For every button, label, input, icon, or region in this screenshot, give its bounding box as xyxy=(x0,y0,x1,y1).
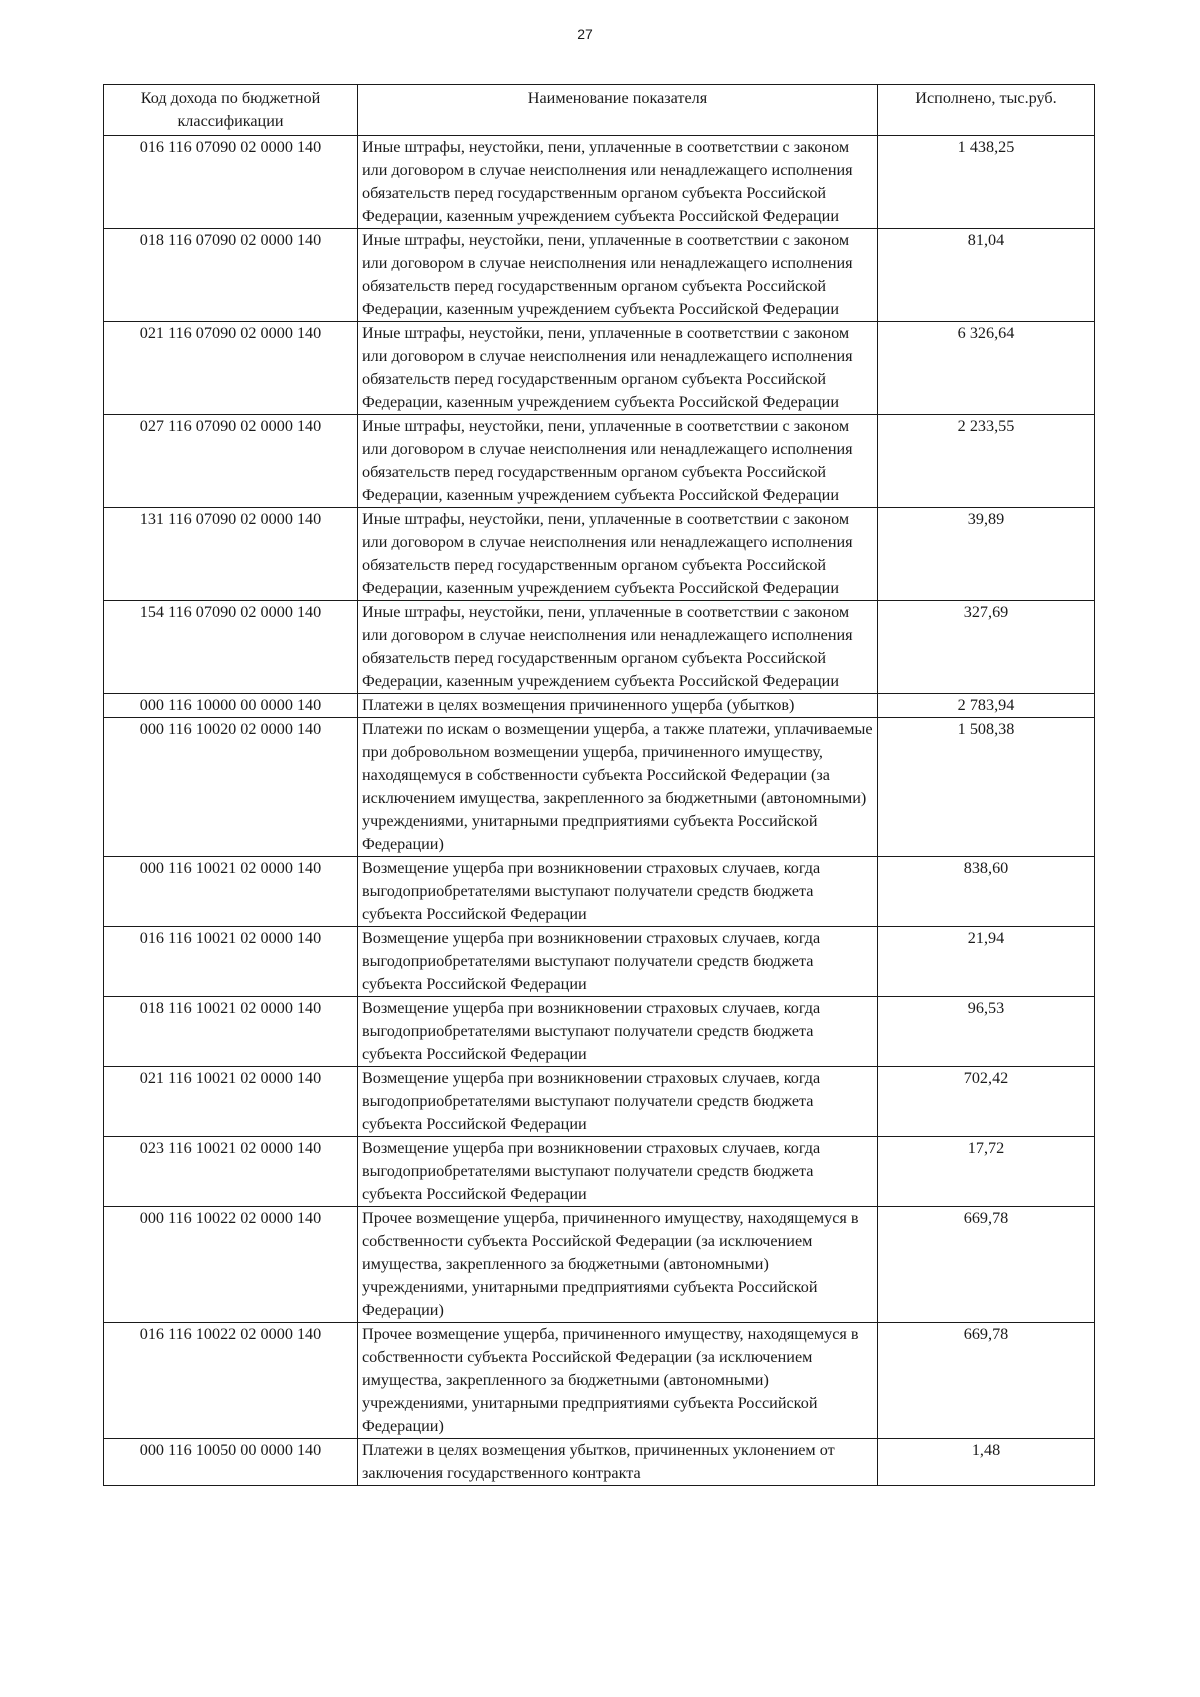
cell-value: 838,60 xyxy=(878,857,1095,927)
cell-code: 018 116 07090 02 0000 140 xyxy=(104,229,358,322)
cell-name: Иные штрафы, неустойки, пени, уплаченные в соответствии с законом или договором в случае неисполнения или ненадлежащего исполнения обязательств перед государственным органом субъекта Российской Федерации, казенным учреждением субъекта Российской Федерации xyxy=(358,601,878,694)
table-body xyxy=(104,136,1095,1486)
cell-code: 021 116 07090 02 0000 140 xyxy=(104,322,358,415)
revenue-table xyxy=(103,84,1095,1486)
cell-value: 1 438,25 xyxy=(878,136,1095,229)
cell-code: 016 116 07090 02 0000 140 xyxy=(104,136,358,229)
header-code: Код дохода по бюджетной классификации xyxy=(104,85,358,136)
table-row xyxy=(104,1439,1095,1486)
table-row xyxy=(104,1207,1095,1323)
cell-name: Возмещение ущерба при возникновении страховых случаев, когда выгодоприобретателями выступают получатели средств бюджета субъекта Российской Федерации xyxy=(358,1137,878,1207)
cell-value: 2 783,94 xyxy=(878,694,1095,718)
table-row xyxy=(104,694,1095,718)
cell-code: 000 116 10020 02 0000 140 xyxy=(104,718,358,857)
table-row xyxy=(104,508,1095,601)
cell-name: Возмещение ущерба при возникновении страховых случаев, когда выгодоприобретателями выступают получатели средств бюджета субъекта Российской Федерации xyxy=(358,927,878,997)
table-row xyxy=(104,136,1095,229)
table-row xyxy=(104,601,1095,694)
table-header xyxy=(104,85,1095,136)
cell-value: 669,78 xyxy=(878,1323,1095,1439)
cell-name: Платежи в целях возмещения убытков, причиненных уклонением от заключения государственного контракта xyxy=(358,1439,878,1486)
cell-value: 702,42 xyxy=(878,1067,1095,1137)
cell-code: 000 116 10000 00 0000 140 xyxy=(104,694,358,718)
page-number: 27 xyxy=(577,26,593,42)
cell-value: 6 326,64 xyxy=(878,322,1095,415)
cell-name: Возмещение ущерба при возникновении страховых случаев, когда выгодоприобретателями выступают получатели средств бюджета субъекта Российской Федерации xyxy=(358,997,878,1067)
cell-code: 016 116 10022 02 0000 140 xyxy=(104,1323,358,1439)
cell-value: 81,04 xyxy=(878,229,1095,322)
table-row xyxy=(104,1137,1095,1207)
table-row xyxy=(104,322,1095,415)
cell-name: Иные штрафы, неустойки, пени, уплаченные в соответствии с законом или договором в случае неисполнения или ненадлежащего исполнения обязательств перед государственным органом субъекта Российской Федерации, казенным учреждением субъекта Российской Федерации xyxy=(358,415,878,508)
cell-code: 023 116 10021 02 0000 140 xyxy=(104,1137,358,1207)
cell-value: 21,94 xyxy=(878,927,1095,997)
cell-name: Иные штрафы, неустойки, пени, уплаченные в соответствии с законом или договором в случае неисполнения или ненадлежащего исполнения обязательств перед государственным органом субъекта Российской Федерации, казенным учреждением субъекта Российской Федерации xyxy=(358,229,878,322)
cell-name: Прочее возмещение ущерба, причиненного имуществу, находящемуся в собственности субъекта Российской Федерации (за исключением имущества, закрепленного за бюджетными (автономными) учреждениями, унитарными предприятиями субъекта Российской Федерации) xyxy=(358,1323,878,1439)
table-row xyxy=(104,997,1095,1067)
cell-name: Иные штрафы, неустойки, пени, уплаченные в соответствии с законом или договором в случае неисполнения или ненадлежащего исполнения обязательств перед государственным органом субъекта Российской Федерации, казенным учреждением субъекта Российской Федерации xyxy=(358,136,878,229)
cell-name: Платежи в целях возмещения причиненного ущерба (убытков) xyxy=(358,694,878,718)
table-row xyxy=(104,718,1095,857)
cell-code: 016 116 10021 02 0000 140 xyxy=(104,927,358,997)
header-name: Наименование показателя xyxy=(358,85,878,136)
cell-value: 17,72 xyxy=(878,1137,1095,1207)
cell-value: 39,89 xyxy=(878,508,1095,601)
cell-name: Возмещение ущерба при возникновении страховых случаев, когда выгодоприобретателями выступают получатели средств бюджета субъекта Российской Федерации xyxy=(358,1067,878,1137)
cell-name: Прочее возмещение ущерба, причиненного имуществу, находящемуся в собственности субъекта Российской Федерации (за исключением имущества, закрепленного за бюджетными (автономными) учреждениями, унитарными предприятиями субъекта Российской Федерации) xyxy=(358,1207,878,1323)
cell-value: 669,78 xyxy=(878,1207,1095,1323)
header-row xyxy=(104,85,1095,136)
cell-value: 1,48 xyxy=(878,1439,1095,1486)
cell-code: 021 116 10021 02 0000 140 xyxy=(104,1067,358,1137)
cell-code: 131 116 07090 02 0000 140 xyxy=(104,508,358,601)
table-row xyxy=(104,1067,1095,1137)
cell-value: 2 233,55 xyxy=(878,415,1095,508)
cell-value: 96,53 xyxy=(878,997,1095,1067)
cell-value: 327,69 xyxy=(878,601,1095,694)
table-row xyxy=(104,415,1095,508)
cell-code: 000 116 10050 00 0000 140 xyxy=(104,1439,358,1486)
table-row xyxy=(104,927,1095,997)
cell-name: Платежи по искам о возмещении ущерба, а также платежи, уплачиваемые при добровольном возмещении ущерба, причиненного имуществу, находящемуся в собственности субъекта Российской Федерации (за исключением имущества, закрепленного за бюджетными (автономными) учреждениями, унитарными предприятиями субъекта Российской Федерации) xyxy=(358,718,878,857)
table-row xyxy=(104,229,1095,322)
table-row xyxy=(104,857,1095,927)
cell-name: Возмещение ущерба при возникновении страховых случаев, когда выгодоприобретателями выступают получатели средств бюджета субъекта Российской Федерации xyxy=(358,857,878,927)
cell-name: Иные штрафы, неустойки, пени, уплаченные в соответствии с законом или договором в случае неисполнения или ненадлежащего исполнения обязательств перед государственным органом субъекта Российской Федерации, казенным учреждением субъекта Российской Федерации xyxy=(358,508,878,601)
cell-code: 154 116 07090 02 0000 140 xyxy=(104,601,358,694)
table-row xyxy=(104,1323,1095,1439)
cell-code: 000 116 10021 02 0000 140 xyxy=(104,857,358,927)
header-value: Исполнено, тыс.руб. xyxy=(878,85,1095,136)
cell-value: 1 508,38 xyxy=(878,718,1095,857)
cell-code: 000 116 10022 02 0000 140 xyxy=(104,1207,358,1323)
cell-name: Иные штрафы, неустойки, пени, уплаченные в соответствии с законом или договором в случае неисполнения или ненадлежащего исполнения обязательств перед государственным органом субъекта Российской Федерации, казенным учреждением субъекта Российской Федерации xyxy=(358,322,878,415)
cell-code: 027 116 07090 02 0000 140 xyxy=(104,415,358,508)
cell-code: 018 116 10021 02 0000 140 xyxy=(104,997,358,1067)
